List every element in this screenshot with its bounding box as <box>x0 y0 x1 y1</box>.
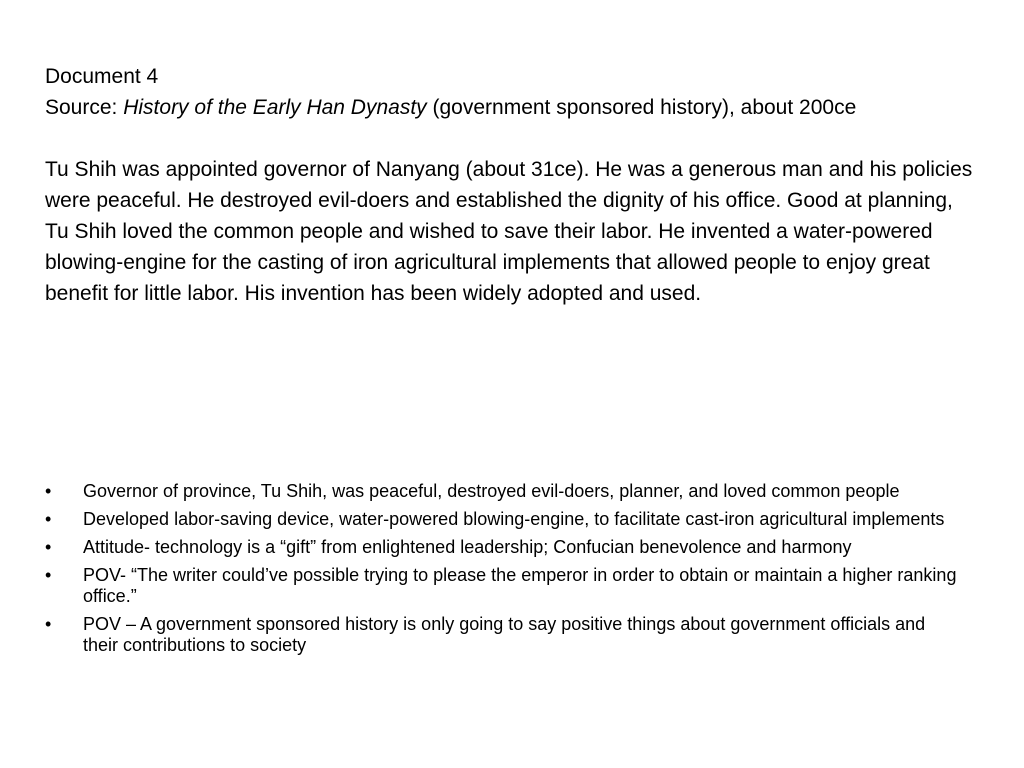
note-item <box>45 614 965 656</box>
bullet-icon: • <box>45 481 52 501</box>
source-line <box>45 92 975 123</box>
source-title: History of the Early Han Dynasty <box>123 96 427 119</box>
bullet-icon: • <box>45 509 52 529</box>
document-passage: Tu Shih was appointed governor of Nanyang (about 31ce). He was a generous man and his policies were peaceful. He destroyed evil-doers and established the dignity of his office. Good at planning, Tu Shih loved the common people and wished to save their labor. He invented a water-powered blowing-engine for the casting of iron agricultural implements that allowed people to enjoy great benefit for little labor. His invention has been widely adopted and used. <box>45 158 973 305</box>
notes-list <box>45 481 965 663</box>
bullet-icon: • <box>45 614 52 634</box>
note-text: Governor of province, Tu Shih, was peaceful, destroyed evil-doers, planner, and loved common people <box>83 481 900 501</box>
note-item <box>45 537 965 558</box>
source-label: Source: <box>45 96 124 119</box>
note-text: Developed labor-saving device, water-powered blowing-engine, to facilitate cast-iron agricultural implements <box>83 509 945 529</box>
document-block <box>45 61 975 309</box>
source-description: (government sponsored history), about 200ce <box>426 96 857 119</box>
note-item <box>45 565 965 607</box>
document-title: Document 4 <box>45 65 159 88</box>
note-text: POV- “The writer could’ve possible trying to please the emperor in order to obtain or maintain a higher ranking office.” <box>83 565 957 606</box>
note-item <box>45 509 965 530</box>
note-text: POV – A government sponsored history is only going to say positive things about government officials and their contributions to society <box>83 614 926 655</box>
note-text: Attitude- technology is a “gift” from enlightened leadership; Confucian benevolence and harmony <box>83 537 852 557</box>
bullet-icon: • <box>45 565 52 585</box>
bullet-icon: • <box>45 537 52 557</box>
note-item <box>45 481 965 502</box>
